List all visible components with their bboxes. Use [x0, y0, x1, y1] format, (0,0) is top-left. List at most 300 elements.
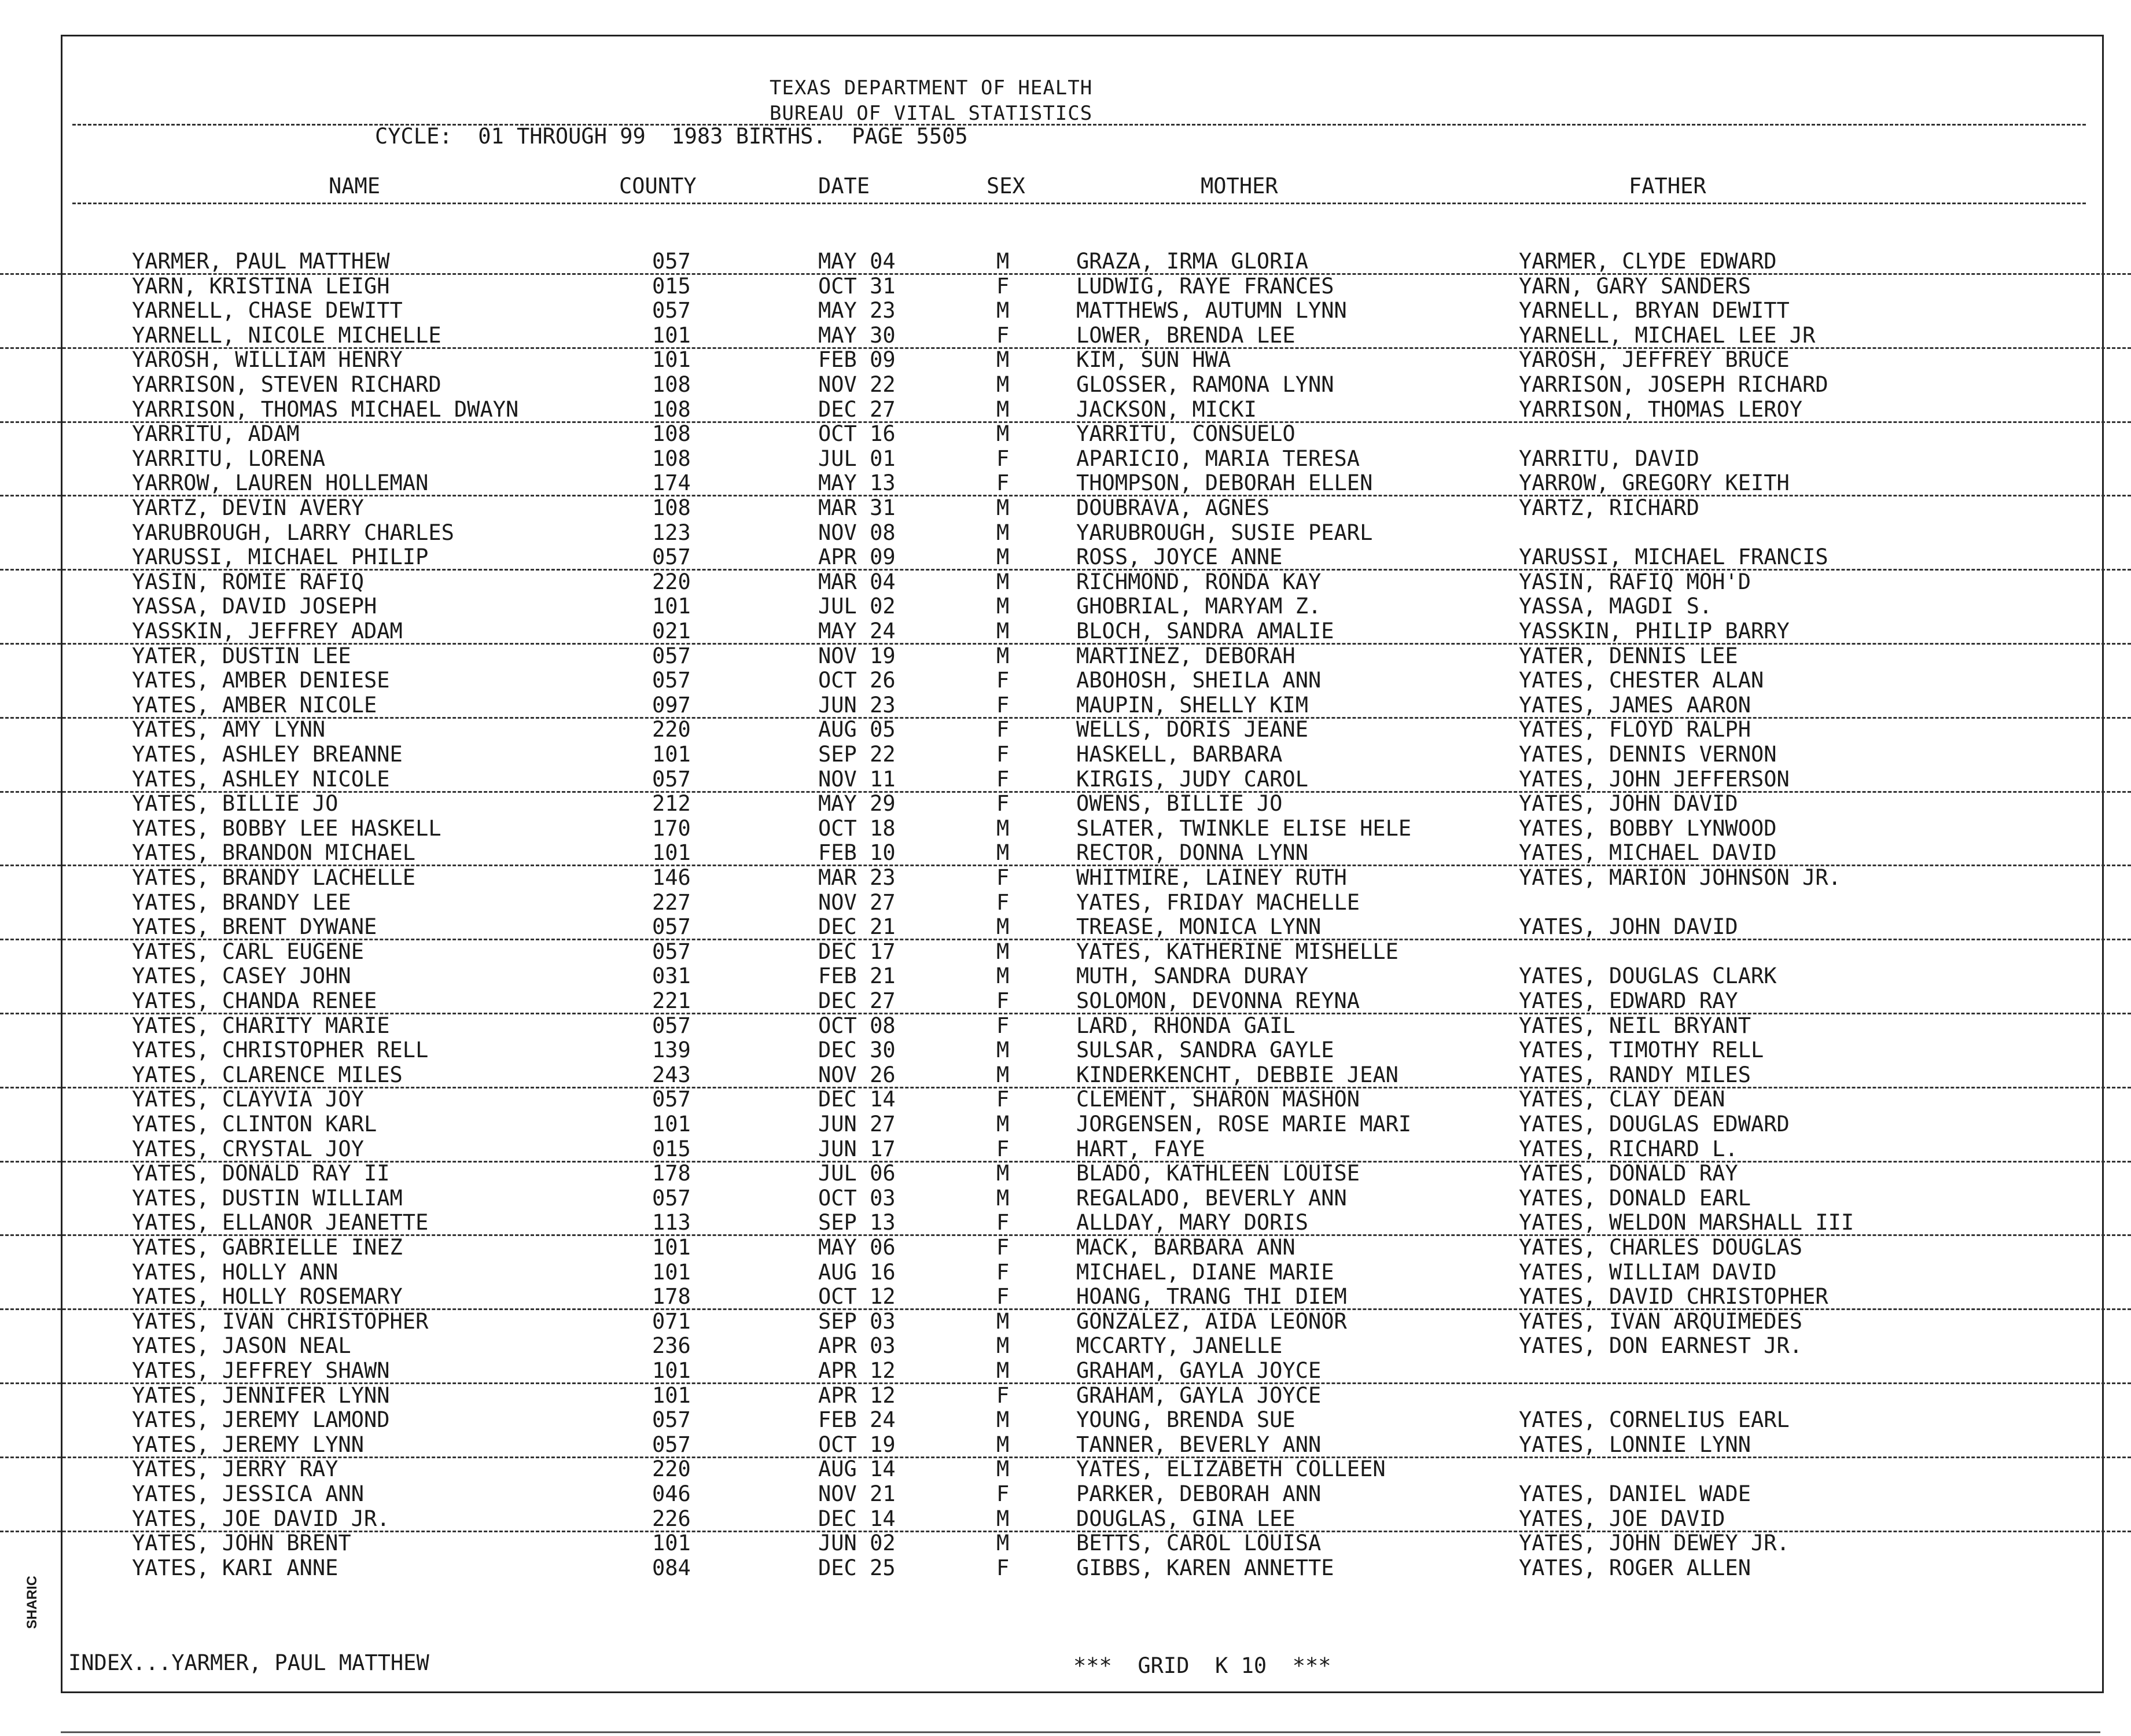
- record-sex: F: [996, 988, 1010, 1013]
- record-name: YATER, DUSTIN LEE: [132, 643, 351, 668]
- record-sex: M: [996, 347, 1010, 372]
- record-mother: KINDERKENCHT, DEBBIE JEAN: [1076, 1062, 1398, 1087]
- record-county: 015: [652, 1137, 691, 1161]
- record-row: [0, 249, 2131, 275]
- record-county: 101: [652, 323, 691, 348]
- record-name: YATES, AMBER NICOLE: [132, 693, 377, 718]
- record-date: OCT 18: [818, 816, 896, 841]
- record-name: YARNELL, CHASE DEWITT: [132, 298, 403, 323]
- department-title: TEXAS DEPARTMENT OF HEALTH: [770, 76, 1093, 100]
- record-name: YATES, DONALD RAY II: [132, 1161, 390, 1186]
- record-father: YATES, IVAN ARQUIMEDES: [1519, 1309, 1803, 1334]
- record-county: 221: [652, 988, 691, 1013]
- record-name: YARMER, PAUL MATTHEW: [132, 249, 390, 274]
- record-father: YASSKIN, PHILIP BARRY: [1519, 619, 1790, 643]
- record-name: YATES, JOHN BRENT: [132, 1531, 351, 1555]
- record-county: 057: [652, 914, 691, 939]
- record-father: YATES, DENNIS VERNON: [1519, 742, 1777, 767]
- record-sex: M: [996, 816, 1010, 841]
- record-sex: M: [996, 1112, 1010, 1137]
- record-name: YATES, JOE DAVID JR.: [132, 1506, 390, 1531]
- record-sex: M: [996, 372, 1010, 397]
- record-father: YATES, ROGER ALLEN: [1519, 1555, 1751, 1580]
- record-father: YATES, DAVID CHRISTOPHER: [1519, 1284, 1828, 1309]
- record-name: YARUBROUGH, LARRY CHARLES: [132, 520, 454, 545]
- record-name: YATES, HOLLY ROSEMARY: [132, 1284, 403, 1309]
- record-row: [0, 865, 2131, 889]
- record-name: YATES, KARI ANNE: [132, 1555, 338, 1580]
- record-sex: F: [996, 274, 1010, 299]
- record-sex: M: [996, 1186, 1010, 1211]
- record-name: YATES, GABRIELLE INEZ: [132, 1235, 403, 1260]
- record-mother: GHOBRIAL, MARYAM Z.: [1076, 594, 1322, 619]
- record-county: 101: [652, 1531, 691, 1555]
- record-county: 057: [652, 939, 691, 964]
- record-name: YATES, BRANDY LACHELLE: [132, 865, 416, 890]
- record-date: OCT 03: [818, 1186, 896, 1211]
- record-mother: BLADO, KATHLEEN LOUISE: [1076, 1161, 1360, 1186]
- record-mother: MCCARTY, JANELLE: [1076, 1333, 1283, 1358]
- record-row: [0, 1358, 2131, 1384]
- record-sex: M: [996, 963, 1010, 988]
- record-county: 057: [652, 1432, 691, 1457]
- record-mother: TANNER, BEVERLY ANN: [1076, 1432, 1322, 1457]
- record-mother: MATTHEWS, AUTUMN LYNN: [1076, 298, 1347, 323]
- record-father: YATES, DOUGLAS EDWARD: [1519, 1112, 1790, 1137]
- record-county: 057: [652, 1186, 691, 1211]
- record-father: YARTZ, RICHARD: [1519, 495, 1699, 520]
- record-county: 057: [652, 249, 691, 274]
- record-name: YARNELL, NICOLE MICHELLE: [132, 323, 441, 348]
- record-mother: YATES, ELIZABETH COLLEEN: [1076, 1457, 1386, 1481]
- record-date: SEP 13: [818, 1210, 896, 1235]
- record-row: [0, 717, 2131, 741]
- record-sex: M: [996, 643, 1010, 668]
- record-county: 113: [652, 1210, 691, 1235]
- record-county: 108: [652, 372, 691, 397]
- record-sex: M: [996, 1531, 1010, 1555]
- record-name: YATES, CRYSTAL JOY: [132, 1137, 364, 1161]
- record-row: [0, 347, 2131, 372]
- record-date: APR 12: [818, 1358, 896, 1383]
- record-sex: F: [996, 1555, 1010, 1580]
- record-father: YATES, JOHN DAVID: [1519, 791, 1738, 816]
- record-father: YATES, CHARLES DOUGLAS: [1519, 1235, 1803, 1260]
- record-county: 057: [652, 298, 691, 323]
- record-county: 071: [652, 1309, 691, 1334]
- record-date: NOV 21: [818, 1481, 896, 1506]
- record-father: YATER, DENNIS LEE: [1519, 643, 1738, 668]
- record-mother: SOLOMON, DEVONNA REYNA: [1076, 988, 1360, 1013]
- record-county: 057: [652, 643, 691, 668]
- record-mother: WELLS, DORIS JEANE: [1076, 717, 1308, 742]
- record-name: YATES, CLARENCE MILES: [132, 1062, 403, 1087]
- record-date: NOV 26: [818, 1062, 896, 1087]
- record-sex: F: [996, 1260, 1010, 1285]
- record-row: [0, 988, 2131, 1014]
- record-father: YATES, RICHARD L.: [1519, 1137, 1738, 1161]
- record-name: YATES, CHANDA RENEE: [132, 988, 377, 1013]
- record-father: YATES, DANIEL WADE: [1519, 1481, 1751, 1506]
- record-date: FEB 10: [818, 840, 896, 865]
- record-date: JUL 01: [818, 446, 896, 471]
- record-father: YAROSH, JEFFREY BRUCE: [1519, 347, 1790, 372]
- record-father: YARROW, GREGORY KEITH: [1519, 470, 1790, 495]
- record-name: YARRISON, THOMAS MICHAEL DWAYN: [132, 397, 519, 422]
- record-mother: ABOHOSH, SHEILA ANN: [1076, 668, 1322, 693]
- record-county: 046: [652, 1481, 691, 1506]
- record-mother: REGALADO, BEVERLY ANN: [1076, 1186, 1347, 1211]
- record-date: JUN 17: [818, 1137, 896, 1161]
- column-header-date: DATE: [818, 174, 870, 198]
- record-row: [0, 693, 2131, 719]
- column-header-father: FATHER: [1629, 174, 1706, 198]
- record-sex: M: [996, 1333, 1010, 1358]
- record-row: [0, 1062, 2131, 1088]
- record-name: YATES, CLINTON KARL: [132, 1112, 377, 1137]
- record-row: [0, 939, 2131, 963]
- record-row: [0, 1333, 2131, 1358]
- record-date: APR 03: [818, 1333, 896, 1358]
- record-mother: YATES, FRIDAY MACHELLE: [1076, 890, 1360, 915]
- record-mother: YOUNG, BRENDA SUE: [1076, 1407, 1295, 1432]
- bureau-title: BUREAU OF VITAL STATISTICS: [770, 102, 1093, 125]
- record-name: YATES, BRANDY LEE: [132, 890, 351, 915]
- record-sex: F: [996, 470, 1010, 495]
- record-row: [0, 963, 2131, 988]
- column-header-mother: MOTHER: [1201, 174, 1278, 198]
- record-father: YATES, MICHAEL DAVID: [1519, 840, 1777, 865]
- record-mother: GRAZA, IRMA GLORIA: [1076, 249, 1308, 274]
- record-date: DEC 30: [818, 1038, 896, 1062]
- record-row: [0, 1260, 2131, 1284]
- record-mother: YARRITU, CONSUELO: [1076, 421, 1295, 446]
- record-mother: PARKER, DEBORAH ANN: [1076, 1481, 1322, 1506]
- record-county: 243: [652, 1062, 691, 1087]
- record-date: MAY 04: [818, 249, 896, 274]
- record-mother: YARUBROUGH, SUSIE PEARL: [1076, 520, 1373, 545]
- record-row: [0, 890, 2131, 914]
- record-county: 101: [652, 1383, 691, 1408]
- record-date: JUN 27: [818, 1112, 896, 1137]
- record-row: [0, 594, 2131, 618]
- record-date: MAY 24: [818, 619, 896, 643]
- record-name: YASSKIN, JEFFREY ADAM: [132, 619, 403, 643]
- record-county: 226: [652, 1506, 691, 1531]
- record-mother: APARICIO, MARIA TERESA: [1076, 446, 1360, 471]
- record-county: 236: [652, 1333, 691, 1358]
- record-row: [0, 298, 2131, 322]
- record-row: [0, 1112, 2131, 1136]
- record-county: 101: [652, 1112, 691, 1137]
- record-date: DEC 27: [818, 988, 896, 1013]
- record-row: [0, 520, 2131, 545]
- record-name: YATES, JERRY RAY: [132, 1457, 338, 1481]
- record-father: YASSA, MAGDI S.: [1519, 594, 1713, 619]
- record-mother: LUDWIG, RAYE FRANCES: [1076, 274, 1334, 299]
- record-sex: F: [996, 1210, 1010, 1235]
- record-date: FEB 09: [818, 347, 896, 372]
- side-label: SHARIC: [24, 1575, 40, 1629]
- record-sex: F: [996, 693, 1010, 718]
- record-father: YATES, DONALD EARL: [1519, 1186, 1751, 1211]
- record-mother: TREASE, MONICA LYNN: [1076, 914, 1322, 939]
- column-header-sex: SEX: [987, 174, 1025, 198]
- record-sex: M: [996, 1457, 1010, 1481]
- record-date: AUG 16: [818, 1260, 896, 1285]
- record-father: YARN, GARY SANDERS: [1519, 274, 1751, 299]
- record-row: [0, 569, 2131, 594]
- record-date: NOV 08: [818, 520, 896, 545]
- record-sex: M: [996, 619, 1010, 643]
- record-row: [0, 1383, 2131, 1407]
- record-date: NOV 11: [818, 767, 896, 792]
- record-county: 021: [652, 619, 691, 643]
- record-date: OCT 12: [818, 1284, 896, 1309]
- record-name: YATES, CHRISTOPHER RELL: [132, 1038, 429, 1062]
- record-sex: F: [996, 1013, 1010, 1038]
- record-mother: KIRGIS, JUDY CAROL: [1076, 767, 1308, 792]
- record-county: 057: [652, 767, 691, 792]
- record-county: 084: [652, 1555, 691, 1580]
- record-date: JUL 02: [818, 594, 896, 619]
- record-county: 123: [652, 520, 691, 545]
- record-name: YATES, DUSTIN WILLIAM: [132, 1186, 403, 1211]
- record-county: 178: [652, 1161, 691, 1186]
- record-father: YARRISON, THOMAS LEROY: [1519, 397, 1803, 422]
- record-row: [0, 1186, 2131, 1210]
- record-sex: F: [996, 865, 1010, 890]
- record-date: DEC 21: [818, 914, 896, 939]
- record-row: [0, 619, 2131, 645]
- record-sex: M: [996, 421, 1010, 446]
- record-row: [0, 914, 2131, 940]
- record-mother: SLATER, TWINKLE ELISE HELE: [1076, 816, 1412, 841]
- record-father: YATES, CORNELIUS EARL: [1519, 1407, 1790, 1432]
- record-father: YATES, JAMES AARON: [1519, 693, 1751, 718]
- record-county: 101: [652, 840, 691, 865]
- record-name: YARN, KRISTINA LEIGH: [132, 274, 390, 299]
- record-county: 057: [652, 1407, 691, 1432]
- record-date: DEC 14: [818, 1506, 896, 1531]
- record-sex: M: [996, 397, 1010, 422]
- record-name: YATES, BOBBY LEE HASKELL: [132, 816, 441, 841]
- record-father: YARNELL, BRYAN DEWITT: [1519, 298, 1790, 323]
- record-father: YATES, WILLIAM DAVID: [1519, 1260, 1777, 1285]
- record-row: [0, 372, 2131, 396]
- record-date: MAY 30: [818, 323, 896, 348]
- record-county: 097: [652, 693, 691, 718]
- record-row: [0, 1235, 2131, 1259]
- record-date: FEB 24: [818, 1407, 896, 1432]
- record-sex: M: [996, 1062, 1010, 1087]
- record-father: YATES, WELDON MARSHALL III: [1519, 1210, 1854, 1235]
- record-date: OCT 08: [818, 1013, 896, 1038]
- record-date: MAY 13: [818, 470, 896, 495]
- record-county: 015: [652, 274, 691, 299]
- record-county: 220: [652, 1457, 691, 1481]
- record-row: [0, 840, 2131, 866]
- record-row: [0, 791, 2131, 815]
- record-row: [0, 421, 2131, 446]
- record-sex: M: [996, 914, 1010, 939]
- record-date: MAR 23: [818, 865, 896, 890]
- record-mother: HART, FAYE: [1076, 1137, 1205, 1161]
- column-header-name: NAME: [329, 174, 381, 198]
- record-name: YATES, BRENT DYWANE: [132, 914, 377, 939]
- record-name: YATES, IVAN CHRISTOPHER: [132, 1309, 429, 1334]
- record-name: YAROSH, WILLIAM HENRY: [132, 347, 403, 372]
- record-county: 057: [652, 1013, 691, 1038]
- record-sex: M: [996, 569, 1010, 594]
- record-date: JUL 06: [818, 1161, 896, 1186]
- record-mother: DOUGLAS, GINA LEE: [1076, 1506, 1295, 1531]
- record-father: YASIN, RAFIQ MOH'D: [1519, 569, 1751, 594]
- bottom-rule: [61, 1731, 2100, 1733]
- record-name: YASSA, DAVID JOSEPH: [132, 594, 377, 619]
- record-name: YARRITU, LORENA: [132, 446, 326, 471]
- record-sex: F: [996, 890, 1010, 915]
- record-mother: THOMPSON, DEBORAH ELLEN: [1076, 470, 1373, 495]
- record-name: YARROW, LAUREN HOLLEMAN: [132, 470, 429, 495]
- record-name: YATES, BRANDON MICHAEL: [132, 840, 416, 865]
- record-father: YATES, FLOYD RALPH: [1519, 717, 1751, 742]
- record-mother: YATES, KATHERINE MISHELLE: [1076, 939, 1398, 964]
- record-row: [0, 643, 2131, 668]
- record-sex: F: [996, 717, 1010, 742]
- record-date: NOV 22: [818, 372, 896, 397]
- record-sex: M: [996, 249, 1010, 274]
- record-row: [0, 1506, 2131, 1532]
- record-sex: F: [996, 446, 1010, 471]
- record-row: [0, 1457, 2131, 1481]
- record-name: YATES, ASHLEY BREANNE: [132, 742, 403, 767]
- record-father: YARUSSI, MICHAEL FRANCIS: [1519, 545, 1828, 569]
- record-name: YATES, BILLIE JO: [132, 791, 338, 816]
- record-county: 101: [652, 1358, 691, 1383]
- record-mother: GRAHAM, GAYLA JOYCE: [1076, 1383, 1322, 1408]
- record-sex: M: [996, 840, 1010, 865]
- record-row: [0, 742, 2131, 766]
- record-mother: BLOCH, SANDRA AMALIE: [1076, 619, 1334, 643]
- record-sex: M: [996, 1038, 1010, 1062]
- record-row: [0, 446, 2131, 470]
- record-name: YATES, CARL EUGENE: [132, 939, 364, 964]
- record-name: YATES, ASHLEY NICOLE: [132, 767, 390, 792]
- record-name: YASIN, ROMIE RAFIQ: [132, 569, 364, 594]
- record-name: YATES, CLAYVIA JOY: [132, 1087, 364, 1112]
- record-sex: M: [996, 1358, 1010, 1383]
- record-father: YATES, DOUGLAS CLARK: [1519, 963, 1777, 988]
- record-date: OCT 19: [818, 1432, 896, 1457]
- record-sex: M: [996, 298, 1010, 323]
- record-date: JUN 23: [818, 693, 896, 718]
- record-county: 178: [652, 1284, 691, 1309]
- record-row: [0, 495, 2131, 520]
- record-sex: F: [996, 323, 1010, 348]
- record-name: YARUSSI, MICHAEL PHILIP: [132, 545, 429, 569]
- record-date: OCT 26: [818, 668, 896, 693]
- record-name: YATES, JESSICA ANN: [132, 1481, 364, 1506]
- record-name: YATES, AMBER DENIESE: [132, 668, 390, 693]
- record-mother: MICHAEL, DIANE MARIE: [1076, 1260, 1334, 1285]
- record-row: [0, 1555, 2131, 1580]
- record-county: 212: [652, 791, 691, 816]
- record-row: [0, 767, 2131, 793]
- record-date: DEC 25: [818, 1555, 896, 1580]
- record-father: YATES, LONNIE LYNN: [1519, 1432, 1751, 1457]
- record-mother: JACKSON, MICKI: [1076, 397, 1257, 422]
- record-sex: F: [996, 1137, 1010, 1161]
- record-county: 101: [652, 1235, 691, 1260]
- record-date: OCT 31: [818, 274, 896, 299]
- record-sex: M: [996, 495, 1010, 520]
- record-sex: F: [996, 791, 1010, 816]
- record-county: 108: [652, 446, 691, 471]
- record-county: 101: [652, 594, 691, 619]
- record-county: 057: [652, 1087, 691, 1112]
- record-mother: GIBBS, KAREN ANNETTE: [1076, 1555, 1334, 1580]
- record-row: [0, 1309, 2131, 1333]
- record-mother: MAUPIN, SHELLY KIM: [1076, 693, 1308, 718]
- record-mother: DOUBRAVA, AGNES: [1076, 495, 1270, 520]
- record-name: YATES, CASEY JOHN: [132, 963, 351, 988]
- record-county: 227: [652, 890, 691, 915]
- record-name: YARRITU, ADAM: [132, 421, 300, 446]
- record-father: YARMER, CLYDE EDWARD: [1519, 249, 1777, 274]
- record-date: FEB 21: [818, 963, 896, 988]
- record-row: [0, 1407, 2131, 1432]
- record-county: 220: [652, 717, 691, 742]
- record-name: YATES, CHARITY MARIE: [132, 1013, 390, 1038]
- column-header-county: COUNTY: [619, 174, 697, 198]
- record-county: 057: [652, 545, 691, 569]
- record-row: [0, 668, 2131, 692]
- record-father: YATES, RANDY MILES: [1519, 1062, 1751, 1087]
- record-county: 101: [652, 347, 691, 372]
- record-row: [0, 1432, 2131, 1458]
- record-mother: GONZALEZ, AIDA LEONOR: [1076, 1309, 1347, 1334]
- record-mother: OWENS, BILLIE JO: [1076, 791, 1283, 816]
- record-sex: M: [996, 1432, 1010, 1457]
- record-mother: LOWER, BRENDA LEE: [1076, 323, 1295, 348]
- record-county: 108: [652, 421, 691, 446]
- record-row: [0, 323, 2131, 349]
- record-mother: LARD, RHONDA GAIL: [1076, 1013, 1295, 1038]
- record-sex: M: [996, 1407, 1010, 1432]
- record-county: 031: [652, 963, 691, 988]
- record-sex: F: [996, 767, 1010, 792]
- record-father: YATES, CLAY DEAN: [1519, 1087, 1725, 1112]
- record-row: [0, 1284, 2131, 1310]
- record-date: SEP 03: [818, 1309, 896, 1334]
- record-father: YARRISON, JOSEPH RICHARD: [1519, 372, 1828, 397]
- record-mother: SULSAR, SANDRA GAYLE: [1076, 1038, 1334, 1062]
- record-sex: M: [996, 545, 1010, 569]
- record-father: YATES, JOHN JEFFERSON: [1519, 767, 1790, 792]
- record-sex: M: [996, 594, 1010, 619]
- record-name: YATES, JEREMY LYNN: [132, 1432, 364, 1457]
- record-county: 108: [652, 397, 691, 422]
- record-date: MAY 29: [818, 791, 896, 816]
- record-county: 057: [652, 668, 691, 693]
- record-row: [0, 1531, 2131, 1555]
- record-row: [0, 1210, 2131, 1236]
- record-row: [0, 470, 2131, 496]
- record-mother: GLOSSER, RAMONA LYNN: [1076, 372, 1334, 397]
- record-row: [0, 1137, 2131, 1163]
- record-date: MAY 06: [818, 1235, 896, 1260]
